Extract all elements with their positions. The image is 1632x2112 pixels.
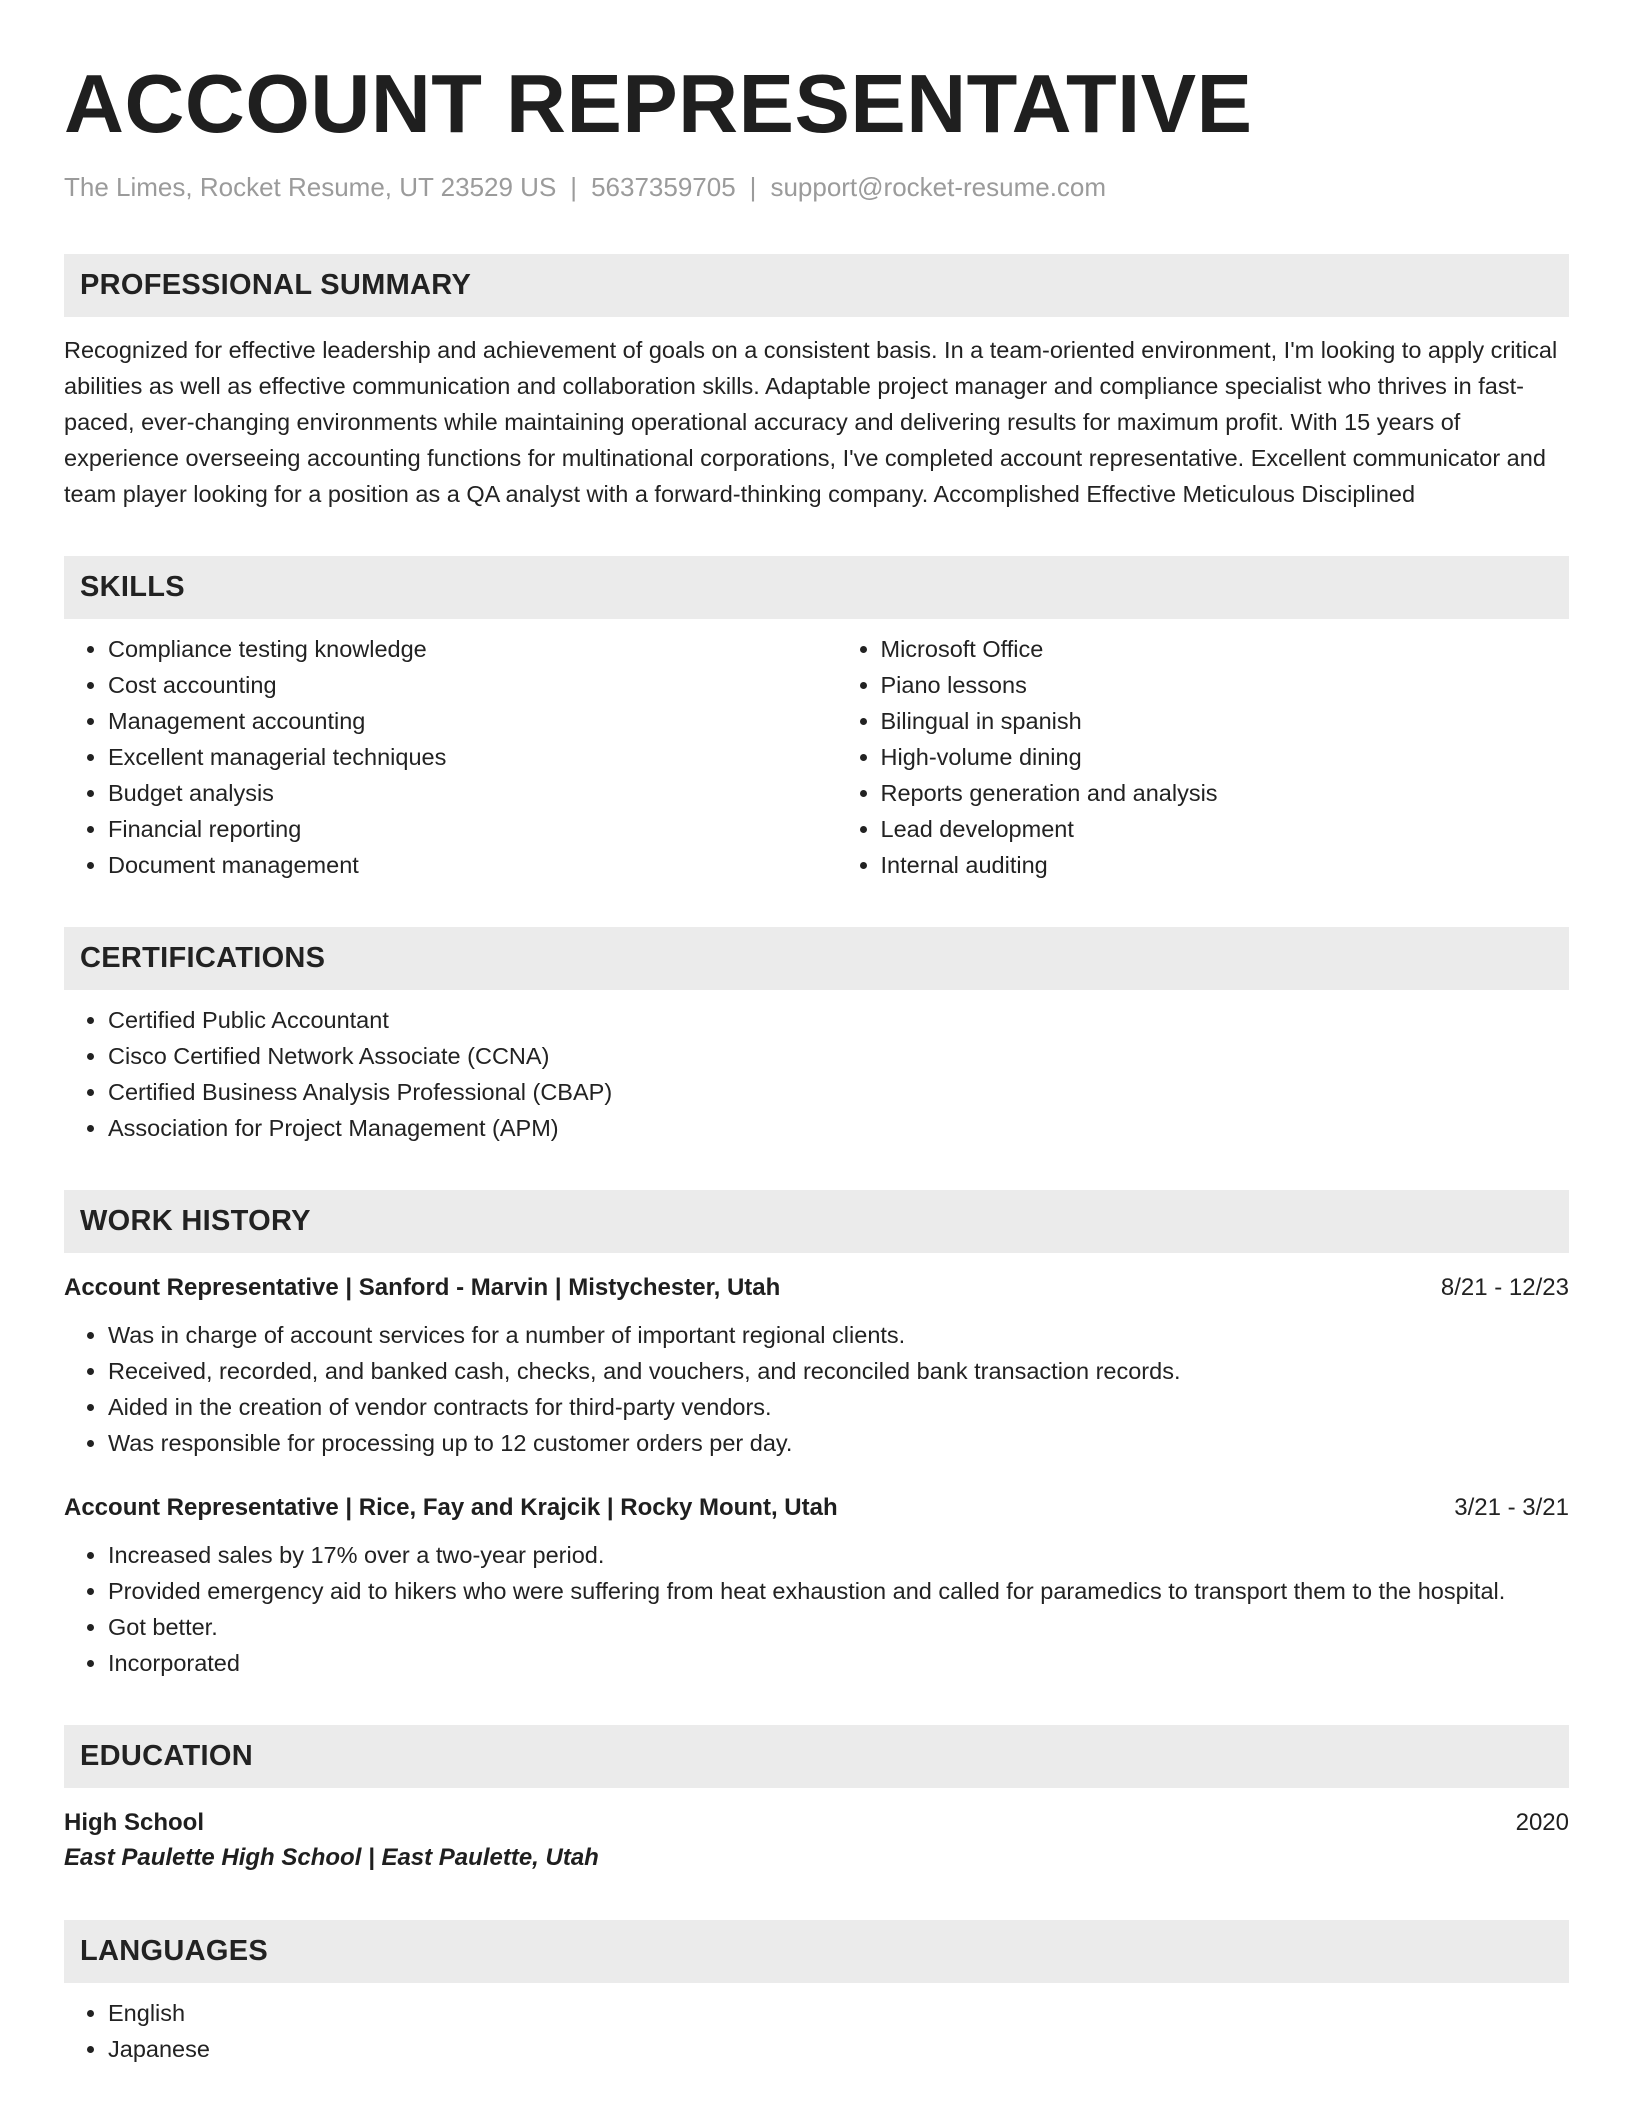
language-item: • English	[108, 1995, 1569, 2031]
education-heading: EDUCATION	[64, 1725, 1569, 1788]
job-bullet: • Received, recorded, and banked cash, checks, and vouchers, and reconciled bank transaction records.	[108, 1353, 1569, 1389]
education-school: East Paulette High School | East Paulette, Utah	[64, 1844, 599, 1871]
skill-item: • High-volume dining	[881, 739, 1570, 775]
job-dates: 3/21 - 3/21	[1454, 1494, 1569, 1521]
certification-item: • Cisco Certified Network Associate (CCNA)	[108, 1038, 1569, 1074]
skills-heading: SKILLS	[64, 556, 1569, 619]
skill-item: • Reports generation and analysis	[881, 775, 1570, 811]
skills-columns	[64, 619, 1569, 883]
languages-list	[64, 1995, 1569, 2067]
skill-item: • Piano lessons	[881, 667, 1570, 703]
work-history-heading: WORK HISTORY	[64, 1190, 1569, 1253]
contact-phone: 5637359705	[591, 172, 736, 202]
job-title: Account Representative | Rice, Fay and Krajcik | Rocky Mount, Utah	[64, 1494, 838, 1521]
job-bullet: • Incorporated	[108, 1645, 1569, 1681]
job-title: Account Representative | Sanford - Marvin | Mistychester, Utah	[64, 1274, 781, 1301]
education-year: 2020	[1515, 1809, 1569, 1836]
resume-name: ACCOUNT REPRESENTATIVE	[64, 57, 1253, 150]
skill-item: • Cost accounting	[108, 667, 817, 703]
certification-item: • Certified Public Accountant	[108, 1002, 1569, 1038]
contact-line	[64, 170, 1569, 204]
contact-separator: |	[749, 172, 757, 202]
job-bullet: • Was responsible for processing up to 12 customer orders per day.	[108, 1425, 1569, 1461]
skill-item: • Financial reporting	[108, 811, 817, 847]
job-bullet: • Was in charge of account services for a number of important regional clients.	[108, 1317, 1569, 1353]
job-dates: 8/21 - 12/23	[1440, 1274, 1569, 1301]
education-header	[64, 1806, 1569, 1840]
skill-item: • Microsoft Office	[881, 631, 1570, 667]
job-header	[64, 1491, 1569, 1525]
languages-heading: LANGUAGES	[64, 1920, 1569, 1983]
job-bullet: • Increased sales by 17% over a two-year period.	[108, 1537, 1569, 1573]
certification-item: • Certified Business Analysis Professional (CBAP)	[108, 1074, 1569, 1110]
skill-item: • Lead development	[881, 811, 1570, 847]
certifications-heading: CERTIFICATIONS	[64, 927, 1569, 990]
skill-item: • Excellent managerial techniques	[108, 739, 817, 775]
certification-item: • Association for Project Management (APM)	[108, 1110, 1569, 1146]
skill-item: • Budget analysis	[108, 775, 817, 811]
job-bullets	[64, 1317, 1569, 1461]
language-item: • Japanese	[108, 2031, 1569, 2067]
contact-separator: |	[570, 172, 578, 202]
job-header	[64, 1271, 1569, 1305]
skill-item: • Document management	[108, 847, 817, 883]
education-degree: High School	[64, 1809, 204, 1836]
contact-address: The Limes, Rocket Resume, UT 23529 US	[64, 172, 557, 202]
skill-item: • Internal auditing	[881, 847, 1570, 883]
skills-list-right	[817, 631, 1570, 883]
skill-item: • Compliance testing knowledge	[108, 631, 817, 667]
contact-email: support@rocket-resume.com	[770, 172, 1107, 202]
skill-item: • Management accounting	[108, 703, 817, 739]
job-bullet: • Aided in the creation of vendor contracts for third-party vendors.	[108, 1389, 1569, 1425]
summary-heading: PROFESSIONAL SUMMARY	[64, 254, 1569, 317]
certifications-list	[64, 1002, 1569, 1146]
job-bullet: • Got better.	[108, 1609, 1569, 1645]
skills-list-left	[64, 631, 817, 883]
summary-text: Recognized for effective leadership and achievement of goals on a consistent basis. In a team-oriented environment, I'm looking to apply critical abilities as well as effective communication and collaboration skills. Adaptable project manager and compliance specialist who thrives in fast-paced, ever-changing environments while maintaining operational accuracy and delivering results for maximum profit. With 15 years of experience overseeing accounting functions for multinational corporations, I've completed account representative. Excellent communicator and team player looking for a position as a QA analyst with a forward-thinking company. Accomplished Effective Meticulous Disciplined	[64, 337, 1558, 507]
job-bullets	[64, 1537, 1569, 1681]
skill-item: • Bilingual in spanish	[881, 703, 1570, 739]
job-bullet: • Provided emergency aid to hikers who were suffering from heat exhaustion and called for paramedics to transport them to the hospital.	[108, 1573, 1569, 1609]
